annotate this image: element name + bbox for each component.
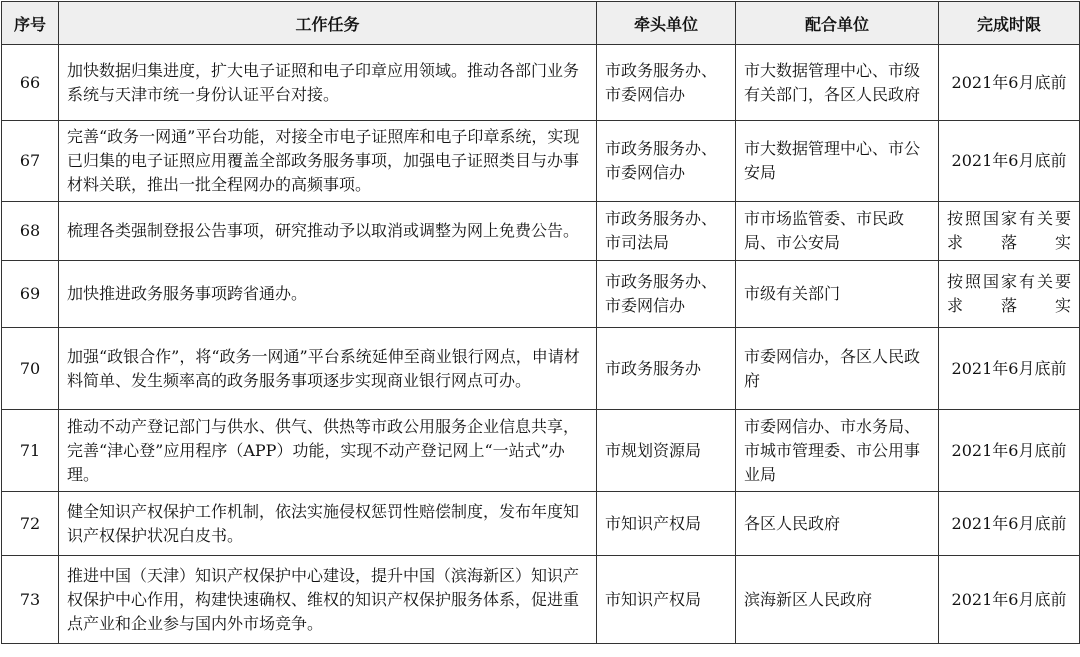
table-row — [2, 45, 1080, 121]
row-partner-unit: 市大数据管理中心、市级有关部门，各区人民政府 — [736, 45, 939, 121]
row-partner-unit: 市大数据管理中心、市公安局 — [736, 121, 939, 202]
row-task: 加快推进政务服务事项跨省通办。 — [59, 261, 597, 328]
row-deadline: 2021年6月底前 — [939, 492, 1080, 556]
row-lead-unit: 市知识产权局 — [597, 556, 736, 644]
row-number: 70 — [2, 328, 59, 410]
row-deadline: 2021年6月底前 — [939, 556, 1080, 644]
row-number: 67 — [2, 121, 59, 202]
row-deadline: 2021年6月底前 — [939, 121, 1080, 202]
table-row — [2, 492, 1080, 556]
task-table — [1, 1, 1080, 644]
row-task: 健全知识产权保护工作机制，依法实施侵权惩罚性赔偿制度，发布年度知识产权保护状况白皮书。 — [59, 492, 597, 556]
table-row — [2, 202, 1080, 261]
row-task: 推进中国（天津）知识产权保护中心建设，提升中国（滨海新区）知识产权保护中心作用，构建快速确权、维权的知识产权保护服务体系，促进重点产业和企业参与国内外市场竞争。 — [59, 556, 597, 644]
row-partner-unit: 市委网信办、市水务局、市城市管理委、市公用事业局 — [736, 410, 939, 492]
row-number: 72 — [2, 492, 59, 556]
row-task: 完善“政务一网通”平台功能，对接全市电子证照库和电子印章系统，实现已归集的电子证照应用覆盖全部政务服务事项，加强电子证照类目与办事材料关联，推出一批全程网办的高频事项。 — [59, 121, 597, 202]
row-number: 68 — [2, 202, 59, 261]
row-deadline: 按照国家有关要求落实 — [939, 202, 1080, 261]
row-lead-unit: 市政务服务办、市委网信办 — [597, 261, 736, 328]
row-task: 加快数据归集进度，扩大电子证照和电子印章应用领域。推动各部门业务系统与天津市统一身份认证平台对接。 — [59, 45, 597, 121]
row-task: 梳理各类强制登报公告事项，研究推动予以取消或调整为网上免费公告。 — [59, 202, 597, 261]
row-partner-unit: 滨海新区人民政府 — [736, 556, 939, 644]
table-row — [2, 121, 1080, 202]
row-lead-unit: 市政务服务办 — [597, 328, 736, 410]
row-lead-unit: 市政务服务办、市委网信办 — [597, 121, 736, 202]
table-row — [2, 556, 1080, 644]
row-deadline: 2021年6月底前 — [939, 45, 1080, 121]
header-task: 工作任务 — [59, 2, 597, 45]
table-row — [2, 261, 1080, 328]
row-partner-unit: 市市场监管委、市民政局、市公安局 — [736, 202, 939, 261]
header-deadline: 完成时限 — [939, 2, 1080, 45]
row-partner-unit: 市级有关部门 — [736, 261, 939, 328]
row-number: 73 — [2, 556, 59, 644]
row-task: 推动不动产登记部门与供水、供气、供热等市政公用服务企业信息共享，完善“津心登”应用程序（APP）功能，实现不动产登记网上“一站式”办理。 — [59, 410, 597, 492]
row-lead-unit: 市政务服务办、市司法局 — [597, 202, 736, 261]
row-task: 加强“政银合作”，将“政务一网通”平台系统延伸至商业银行网点，申请材料简单、发生频率高的政务服务事项逐步实现商业银行网点可办。 — [59, 328, 597, 410]
row-number: 69 — [2, 261, 59, 328]
row-lead-unit: 市规划资源局 — [597, 410, 736, 492]
table-header-row — [2, 2, 1080, 45]
row-deadline: 2021年6月底前 — [939, 328, 1080, 410]
row-deadline: 按照国家有关要求落实 — [939, 261, 1080, 328]
row-number: 71 — [2, 410, 59, 492]
row-number: 66 — [2, 45, 59, 121]
row-partner-unit: 各区人民政府 — [736, 492, 939, 556]
row-deadline: 2021年6月底前 — [939, 410, 1080, 492]
row-lead-unit: 市政务服务办、市委网信办 — [597, 45, 736, 121]
row-lead-unit: 市知识产权局 — [597, 492, 736, 556]
row-partner-unit: 市委网信办，各区人民政府 — [736, 328, 939, 410]
table-row — [2, 410, 1080, 492]
header-number: 序号 — [2, 2, 59, 45]
table-row — [2, 328, 1080, 410]
header-partner-unit: 配合单位 — [736, 2, 939, 45]
header-lead-unit: 牵头单位 — [597, 2, 736, 45]
